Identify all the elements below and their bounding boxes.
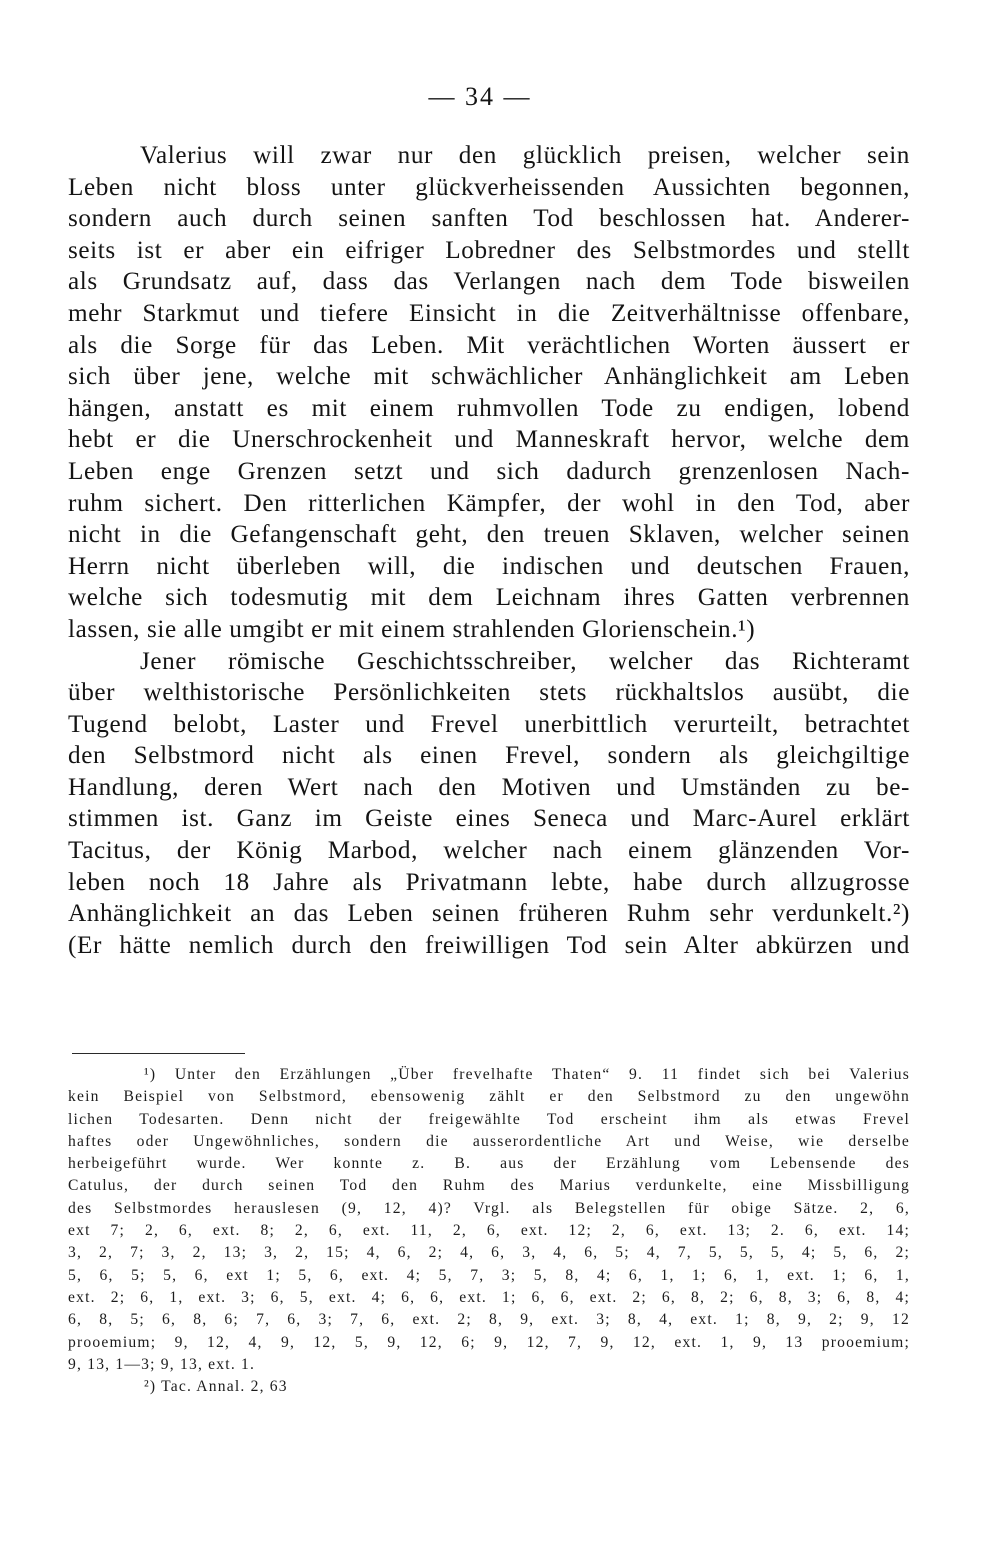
text-line: ruhm sichert. Den ritterlichen Kämpfer, der wohl in den Tod, aber: [68, 489, 910, 517]
text-line: nicht in die Gefangenschaft geht, den treuen Sklaven, welcher seinen: [68, 521, 910, 549]
text-line: den Selbstmord nicht als einen Frevel, sondern als gleichgiltige: [68, 742, 910, 770]
text-line: stimmen ist. Ganz im Geiste eines Seneca und Marc-Aurel erklärt: [68, 805, 910, 833]
footnote-line: 6, 8, 5; 6, 8, 6; 7, 6, 3; 7, 6, ext. 2; 8, 9, ext. 3; 8, 4, ext. 1; 8, 9, 2; 9, 12: [68, 1311, 910, 1329]
text-line: sich über jene, welche mit schwächlicher Anhänglichkeit am Leben: [68, 363, 910, 391]
page-number: — 34 —: [428, 82, 532, 111]
text-line: mehr Starkmut und tiefere Einsicht in die Zeitverhältnisse offenbare,: [68, 299, 910, 327]
footnote-line: ¹) Unter den Erzählungen „Über frevelhafte Thaten“ 9. 11 findet sich bei Valerius: [144, 1066, 910, 1083]
text-line: hängen, anstatt es mit einem ruhmvollen Tode zu endigen, lobend: [68, 394, 910, 422]
text-line: (Er hätte nemlich durch den freiwilligen Tod sein Alter abkürzen und: [68, 931, 910, 959]
footnote-line: 9, 13, 1—3; 9, 13, ext. 1.: [68, 1355, 256, 1373]
footnote-line: herbeigeführt wurde. Wer konnte z. B. aus der Erzählung vom Lebensende des: [68, 1155, 910, 1173]
text-line: welche sich todesmutig mit dem Leichnam ihres Gatten verbrennen: [68, 584, 910, 612]
main-text: [68, 140, 910, 961]
footnote-line: 3, 2, 7; 3, 2, 13; 3, 2, 15; 4, 6, 2; 4, 6, 3, 4, 6, 5; 4, 7, 5, 5, 5, 4; 5, 6, 2;: [68, 1244, 910, 1262]
text-line: Jener römische Geschichtsschreiber, welcher das Richteramt: [140, 647, 910, 675]
text-line: Leben enge Grenzen setzt und sich dadurch grenzenlosen Nach-: [68, 457, 910, 485]
text-line: Anhänglichkeit an das Leben seinen früheren Ruhm sehr verdunkelt.²): [68, 900, 910, 928]
footnote-line: des Selbstmordes herauslesen (9, 12, 4)? Vrgl. als Belegstellen für obige Sätze. 2, 6,: [68, 1199, 910, 1217]
footnote-line: prooemium; 9, 12, 4, 9, 12, 5, 9, 12, 6; 9, 12, 7, 9, 12, ext. 1, 9, 13 prooemium;: [68, 1333, 910, 1351]
text-line: leben noch 18 Jahre als Privatmann lebte, habe durch allzugrosse: [68, 868, 910, 896]
text-line: als die Sorge für das Leben. Mit verächtlichen Worten äussert er: [68, 331, 910, 359]
text-line: Valerius will zwar nur den glücklich preisen, welcher sein: [140, 142, 910, 169]
footnote-line: lichen Todesarten. Denn nicht der freigewählte Tod erscheint ihm als etwas Frevel: [68, 1110, 910, 1128]
footnote-line: ext 7; 2, 6, ext. 8; 2, 6, ext. 11, 2, 6, ext. 12; 2, 6, ext. 13; 2. 6, ext. 14;: [68, 1222, 910, 1240]
footnote-line: Catulus, der durch seinen Tod den Ruhm des Marius verdunkelte, eine Missbilligung: [68, 1177, 910, 1195]
text-line: hebt er die Unerschrockenheit und Manneskraft hervor, welche dem: [68, 426, 910, 454]
text-line: Tacitus, der König Marbod, welcher nach einem glänzenden Vor-: [68, 837, 910, 865]
text-line: Handlung, deren Wert nach den Motiven und Umständen zu be-: [68, 773, 910, 801]
text-line: seits ist er aber ein eifriger Lobredner des Selbstmordes und stellt: [68, 236, 910, 264]
footnote-line: ext. 2; 6, 1, ext. 3; 6, 5, ext. 4; 6, 6, ext. 1; 6, 6, ext. 2; 6, 8, 2; 6, 8, 3; 6, 8, 4;: [68, 1288, 910, 1306]
footnote-divider: [72, 1053, 245, 1054]
text-line: lassen, sie alle umgibt er mit einem strahlenden Glorienschein.¹): [68, 615, 756, 643]
footnote-line: ²) Tac. Annal. 2, 63: [144, 1378, 288, 1396]
text-line: über welthistorische Persönlichkeiten stets rückhaltslos ausübt, die: [68, 679, 910, 707]
text-line: sondern auch durch seinen sanften Tod beschlossen hat. Anderer-: [68, 205, 910, 233]
footnote-line: kein Beispiel von Selbstmord, ebensowenig zählt er den Selbstmord zu den ungewöhn: [68, 1088, 910, 1106]
text-line: Herrn nicht überleben will, die indischen und deutschen Frauen,: [68, 552, 910, 580]
footnotes: [68, 1064, 910, 1398]
text-line: Leben nicht bloss unter glückverheissenden Aussichten begonnen,: [68, 173, 910, 201]
text-line: als Grundsatz auf, dass das Verlangen nach dem Tode bisweilen: [68, 268, 910, 296]
footnote-line: haftes oder Ungewöhnliches, sondern die ausserordentliche Art und Weise, wie derselbe: [68, 1132, 910, 1150]
footnote-line: 5, 6, 5; 5, 6, ext 1; 5, 6, ext. 4; 5, 7, 3; 5, 8, 4; 6, 1, 1; 6, 1, ext. 1; 6, 1,: [68, 1266, 910, 1284]
text-line: Tugend belobt, Laster und Frevel unerbittlich verurteilt, betrachtet: [68, 710, 910, 738]
